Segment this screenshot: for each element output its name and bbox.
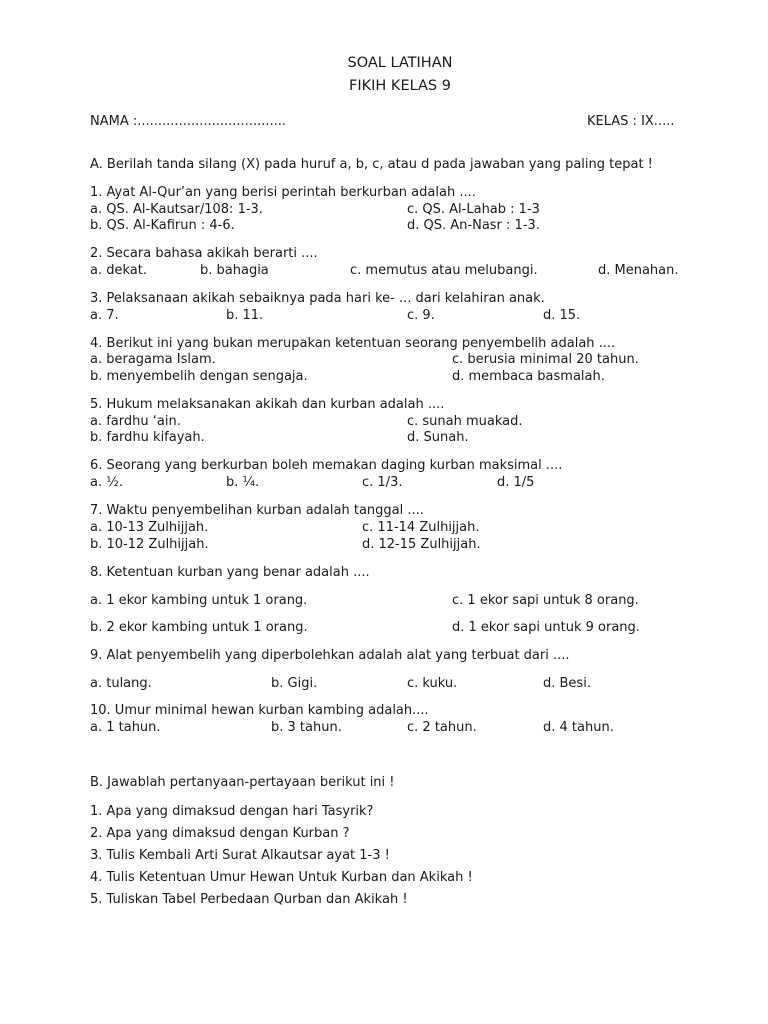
option-d: d. 4 tahun. [543,720,614,735]
option-b: b. Gigi. [271,676,318,691]
option-d: d. Besi. [543,676,591,691]
essay-question: 3. Tulis Kembali Arti Surat Alkautsar ayat 1-3 ! [90,848,390,863]
option-a: a. 1 ekor kambing untuk 1 orang. [90,593,308,608]
question-text: 1. Ayat Al-Qur’an yang berisi perintah berkurban adalah .... [90,185,476,200]
option-b: b. QS. Al-Kafirun : 4-6. [90,218,235,233]
question-text: 6. Seorang yang berkurban boleh memakan daging kurban maksimal .... [90,458,563,473]
option-a: a. 1 tahun. [90,720,161,735]
option-b: b. fardhu kifayah. [90,430,205,445]
question-text: 7. Waktu penyembelihan kurban adalah tanggal .... [90,503,424,518]
name-field: NAMA :.................................... [90,114,287,129]
option-a: a. tulang. [90,676,152,691]
option-b: b. bahagia [200,263,269,278]
option-a: a. ½. [90,475,123,490]
question-text: 4. Berikut ini yang bukan merupakan ketentuan seorang penyembelih adalah .... [90,336,616,351]
option-b: b. 3 tahun. [271,720,342,735]
question-text: 3. Pelaksanaan akikah sebaiknya pada hari ke- ... dari kelahiran anak. [90,291,545,306]
option-d: d. QS. An-Nasr : 1-3. [407,218,540,233]
option-c: c. QS. Al-Lahab : 1-3 [407,202,540,217]
option-a: a. dekat. [90,263,147,278]
option-b: b. 11. [226,308,264,323]
option-c: c. 11-14 Zulhijjah. [362,520,480,535]
option-b: b. 10-12 Zulhijjah. [90,537,209,552]
option-d: d. 15. [543,308,581,323]
essay-question: 4. Tulis Ketentuan Umur Hewan Untuk Kurban dan Akikah ! [90,870,473,885]
option-c: c. kuku. [407,676,458,691]
question-text: 10. Umur minimal hewan kurban kambing adalah.... [90,703,429,718]
option-b: b. menyembelih dengan sengaja. [90,369,308,384]
option-a: a. 10-13 Zulhijjah. [90,520,209,535]
question-text: 9. Alat penyembelih yang diperbolehkan adalah alat yang terbuat dari .... [90,648,570,663]
question-text: 8. Ketentuan kurban yang benar adalah .... [90,565,370,580]
question-text: 2. Secara bahasa akikah berarti .... [90,246,318,261]
essay-question: 1. Apa yang dimaksud dengan hari Tasyrik? [90,804,374,819]
option-d: d. 1 ekor sapi untuk 9 orang. [452,620,640,635]
option-a: a. fardhu ‘ain. [90,414,181,429]
option-c: c. sunah muakad. [407,414,523,429]
option-b: b. 2 ekor kambing untuk 1 orang. [90,620,308,635]
page-title: SOAL LATIHAN [347,55,453,71]
option-d: d. Menahan. [598,263,679,278]
section-a-instruction: A. Berilah tanda silang (X) pada huruf a, b, c, atau d pada jawaban yang paling tepat ! [90,157,653,172]
option-c: c. memutus atau melubangi. [350,263,538,278]
option-d: d. Sunah. [407,430,469,445]
option-c: c. 1/3. [362,475,403,490]
option-a: a. 7. [90,308,119,323]
option-c: c. berusia minimal 20 tahun. [452,352,639,367]
option-d: d. 12-15 Zulhijjah. [362,537,481,552]
section-b-instruction: B. Jawablah pertanyaan-pertayaan berikut ini ! [90,775,395,790]
option-d: d. 1/5 [497,475,535,490]
option-c: c. 9. [407,308,435,323]
page-subtitle: FIKIH KELAS 9 [349,78,451,94]
option-c: c. 1 ekor sapi untuk 8 orang. [452,593,639,608]
essay-question: 5. Tuliskan Tabel Perbedaan Qurban dan Akikah ! [90,892,408,907]
class-field: KELAS : IX..... [587,114,675,129]
option-a: a. QS. Al-Kautsar/108: 1-3. [90,202,263,217]
option-a: a. beragama Islam. [90,352,216,367]
essay-question: 2. Apa yang dimaksud dengan Kurban ? [90,826,350,841]
option-b: b. ¼. [226,475,260,490]
question-text: 5. Hukum melaksanakan akikah dan kurban adalah .... [90,397,445,412]
option-d: d. membaca basmalah. [452,369,605,384]
option-c: c. 2 tahun. [407,720,477,735]
